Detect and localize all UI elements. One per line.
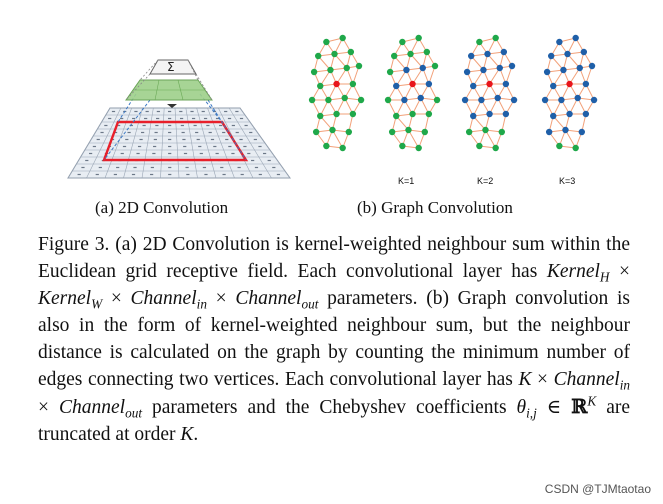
- graph-vertex: [566, 111, 572, 117]
- graph-vertex: [542, 97, 548, 103]
- math-reals-exponent: K: [587, 393, 597, 409]
- graph-vertex: [426, 111, 432, 117]
- math-channel-in-2: Channel$_{in}$: [553, 369, 630, 393]
- label-k2: K=2: [477, 176, 494, 186]
- graph-vertex: [422, 129, 428, 135]
- graph-vertex: [432, 63, 438, 69]
- center-vertex: [486, 81, 492, 87]
- caption-text-4: are truncated at order: [38, 397, 630, 445]
- graph-vertex: [342, 95, 348, 101]
- graph-vertex: [405, 127, 411, 133]
- graph-vertex: [478, 97, 484, 103]
- graph-vertex: [550, 83, 556, 89]
- graph-vertex: [484, 51, 490, 57]
- graph-vertex: [575, 95, 581, 101]
- graph-vertex: [393, 113, 399, 119]
- graph-vertex: [572, 35, 578, 41]
- graph-vertex: [356, 63, 362, 69]
- caption-label: Figure 3.: [38, 234, 110, 255]
- graph-panel-2: [385, 35, 440, 151]
- element-of-symbol: ∈: [536, 397, 572, 418]
- center-vertex: [333, 81, 339, 87]
- graph-vertex: [591, 97, 597, 103]
- math-kernel-h: Kernel$_H$: [546, 261, 610, 285]
- graph-vertex: [492, 35, 498, 41]
- graph-vertex: [550, 113, 556, 119]
- graph-vertex: [315, 53, 321, 59]
- graph-vertex: [323, 143, 329, 149]
- graph-vertex: [424, 49, 430, 55]
- math-channel-out-2: Channel$_{out}$: [58, 397, 142, 421]
- graph-vertex: [350, 111, 356, 117]
- subcaption-a: (a) 2D Convolution: [95, 198, 229, 217]
- graph-vertex: [339, 35, 345, 41]
- times-symbol: ×: [609, 261, 630, 282]
- graph-vertex: [401, 97, 407, 103]
- graph-vertex: [387, 69, 393, 75]
- graph-vertex: [346, 129, 352, 135]
- times-symbol: ×: [38, 397, 59, 418]
- times-symbol: ×: [206, 288, 236, 309]
- subcaption-b: (b) Graph Convolution: [357, 198, 513, 217]
- watermark: CSDN @TJMtaotao: [544, 482, 651, 496]
- figure-graphics: [0, 0, 663, 195]
- graph-vertex: [544, 69, 550, 75]
- math-theta: $\theta_{i,j}$: [516, 397, 537, 421]
- graph-vertex: [348, 49, 354, 55]
- graph-vertex: [497, 65, 503, 71]
- graph-vertex: [486, 111, 492, 117]
- graph-vertex: [556, 39, 562, 45]
- graph-vertex: [556, 143, 562, 149]
- graph-vertex: [480, 67, 486, 73]
- graph-vertex: [564, 51, 570, 57]
- graph-vertex: [509, 63, 515, 69]
- graph-vertex: [350, 81, 356, 87]
- graph-vertex: [482, 127, 488, 133]
- graph-vertex: [464, 69, 470, 75]
- graph-vertex: [393, 83, 399, 89]
- graph-vertex: [313, 129, 319, 135]
- graph-vertex: [325, 97, 331, 103]
- graph-vertex: [579, 129, 585, 135]
- graph-vertex: [333, 111, 339, 117]
- graph-vertex: [476, 143, 482, 149]
- graph-vertex: [546, 129, 552, 135]
- math-kernel-w: Kernel$_W$: [38, 288, 103, 312]
- graph-vertex: [562, 127, 568, 133]
- graph-vertex: [572, 145, 578, 151]
- graph-vertex: [391, 53, 397, 59]
- graph-vertex: [468, 53, 474, 59]
- graph-vertex: [329, 127, 335, 133]
- graph-vertex: [583, 111, 589, 117]
- graph-vertex: [309, 97, 315, 103]
- graph-vertex: [426, 81, 432, 87]
- graph-vertex: [323, 39, 329, 45]
- graph-vertex: [415, 145, 421, 151]
- graph-vertex: [499, 129, 505, 135]
- graph-vertex: [415, 35, 421, 41]
- graph-vertex: [470, 113, 476, 119]
- graph-vertex: [331, 51, 337, 57]
- graph-vertex: [511, 97, 517, 103]
- graph-vertex: [399, 143, 405, 149]
- graph-vertex: [558, 97, 564, 103]
- center-vertex: [409, 81, 415, 87]
- graph-panel-4: [542, 35, 597, 151]
- math-channel-out: Channel$_{out}$: [235, 288, 319, 312]
- graph-vertex: [385, 97, 391, 103]
- caption-text-1: (a) 2D Convolution is kernel-weighted neighbour sum within the Euclidean grid receptive field. Each convolutional layer has: [38, 234, 630, 282]
- graph-vertex: [560, 67, 566, 73]
- graph-vertex: [358, 97, 364, 103]
- conv2d-illustration: [68, 60, 290, 178]
- graph-panel-3: [462, 35, 517, 151]
- center-vertex: [566, 81, 572, 87]
- graph-vertex: [317, 113, 323, 119]
- graph-vertex: [476, 39, 482, 45]
- graph-vertex: [503, 111, 509, 117]
- graph-vertex: [581, 49, 587, 55]
- down-arrow-icon: [167, 104, 177, 108]
- times-symbol: ×: [102, 288, 131, 309]
- graph-vertex: [418, 95, 424, 101]
- graph-vertex: [339, 145, 345, 151]
- graph-vertex: [583, 81, 589, 87]
- graph-vertex: [495, 95, 501, 101]
- graph-vertex: [327, 67, 333, 73]
- graph-vertex: [577, 65, 583, 71]
- graph-vertex: [317, 83, 323, 89]
- figure: [0, 0, 663, 225]
- caption-text-5: .: [193, 424, 199, 445]
- graph-vertex: [434, 97, 440, 103]
- label-k3: K=3: [559, 176, 576, 186]
- math-channel-in: Channel$_{in}$: [130, 288, 207, 312]
- graph-vertex: [548, 53, 554, 59]
- times-symbol: ×: [531, 369, 554, 390]
- sigma-symbol: Σ: [167, 60, 175, 74]
- graph-vertex: [389, 129, 395, 135]
- graph-vertex: [311, 69, 317, 75]
- graph-vertex: [399, 39, 405, 45]
- caption-text-3: parameters and the Chebyshev coefficients: [142, 397, 517, 418]
- math-k: K: [518, 369, 532, 390]
- graph-conv-illustration: [309, 35, 597, 151]
- graph-vertex: [589, 63, 595, 69]
- graph-vertex: [462, 97, 468, 103]
- math-k-2: K: [180, 424, 194, 445]
- figure-caption: [38, 231, 630, 448]
- graph-vertex: [492, 145, 498, 151]
- graph-vertex: [409, 111, 415, 117]
- graph-vertex: [407, 51, 413, 57]
- graph-vertex: [344, 65, 350, 71]
- math-reals: ℝ: [571, 395, 588, 418]
- graph-vertex: [466, 129, 472, 135]
- graph-vertex: [470, 83, 476, 89]
- caption-text-2: parameters. (b) Graph convolution is also in the form of kernel-weighted neighbour sum, but the neighbour distance is calculated on the graph by counting the minimum number of edges connecting two vertices. Each convolutional layer has: [38, 288, 630, 390]
- graph-panel-1: [309, 35, 364, 151]
- graph-vertex: [501, 49, 507, 55]
- label-k1: K=1: [398, 176, 415, 186]
- graph-vertex: [420, 65, 426, 71]
- graph-vertex: [503, 81, 509, 87]
- graph-vertex: [403, 67, 409, 73]
